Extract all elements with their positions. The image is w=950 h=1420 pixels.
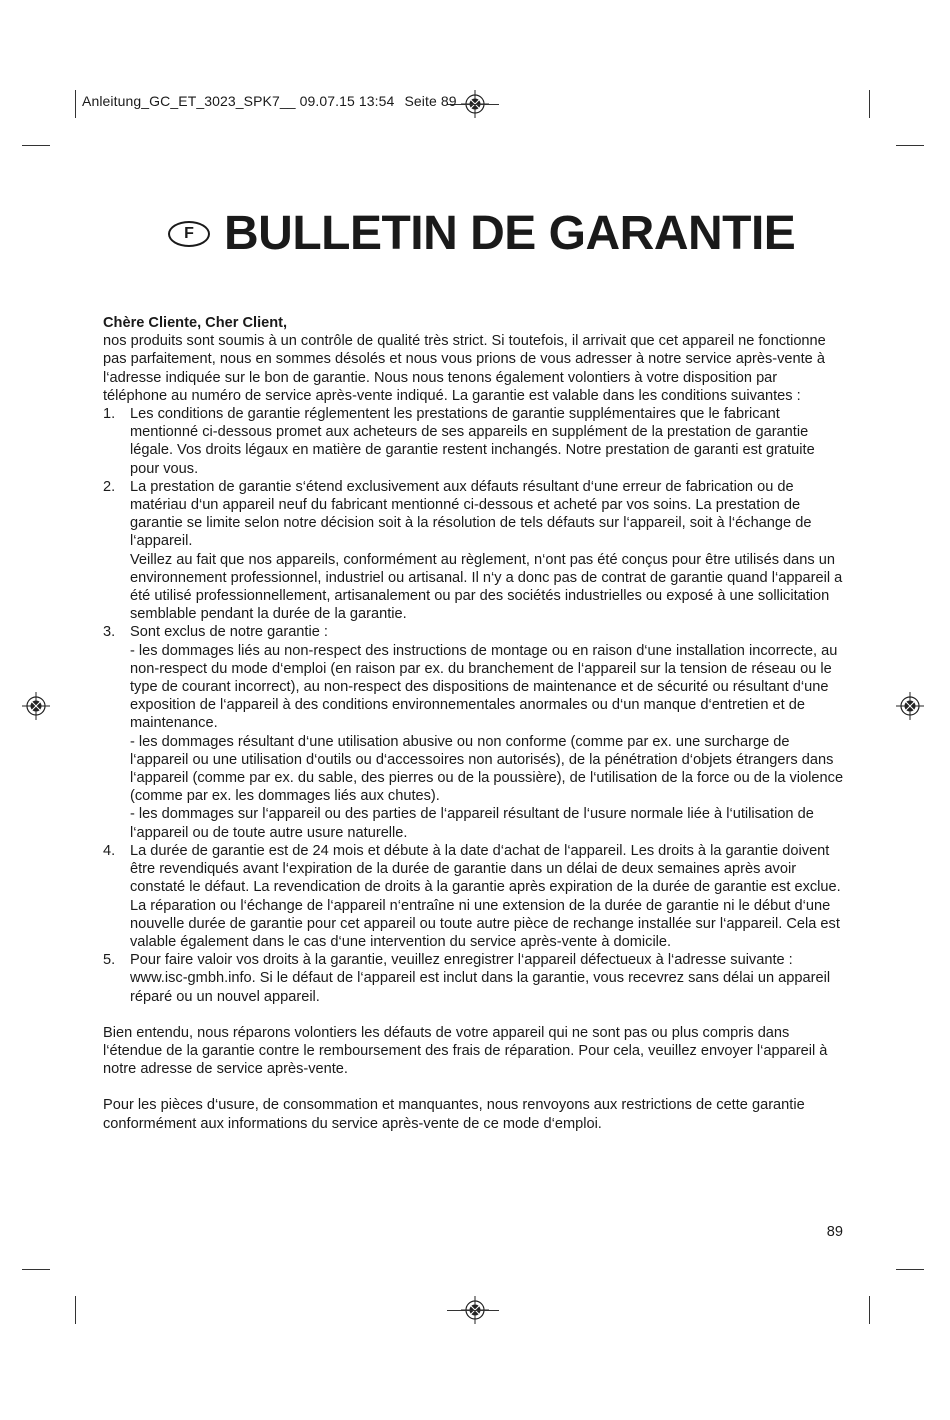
list-item-paragraph: Pour faire valoir vos droits à la garantie, veuillez enregistrer l‘appareil défectueux à l‘adresse suivante : www.isc-gmbh.info. Si le défaut de l‘appareil est inclut dans la garantie, vous recevrez sans délai un appareil réparé ou un nouvel appareil.: [130, 952, 831, 1005]
closing-paragraph-repairs: Bien entendu, nous réparons volontiers les défauts de votre appareil qui ne sont pas ou plus compris dans l‘étendue de la garantie contre le remboursement des frais de réparation. Pour cela, veuillez envoyer l‘appareil à notre adresse de service après-vente.: [103, 1024, 828, 1078]
crop-mark-top-right-horizontal: [896, 145, 924, 146]
list-item: [103, 951, 845, 1006]
list-item: [103, 842, 845, 951]
crop-mark-bottom-right-horizontal: [896, 1269, 924, 1270]
list-item-paragraph: - les dommages liés au non-respect des instructions de montage ou en raison d‘une installation incorrecte, au non-respect du mode d‘emploi (en raison par ex. du branchement de l‘appareil sur la tension de réseau ou le type de courant incorrect), au non-respect des dispositions de maintenance et de sécurité ou résultant d‘une exposition de l‘appareil à des conditions environnementales anormales ou d‘un manque d‘entretien et de maintenance.: [130, 642, 838, 732]
document-body: [103, 314, 845, 1133]
crop-mark-bottom-left-horizontal: [22, 1269, 50, 1270]
crop-mark-top-right-vertical: [869, 90, 870, 118]
list-item-paragraph: La durée de garantie est de 24 mois et débute à la date d‘achat de l‘appareil. Les droits à la garantie doivent être revendiqués avant l‘expiration de la durée de garantie dans un délai de deux semaines après avoir constaté le défaut. La revendication de droits à la garantie après expiration de la durée de garantie est exclue. La réparation ou l‘échange de l‘appareil n‘entraîne ni une extension de la durée de garantie ni le début d‘une nouvelle durée de garantie pour cet appareil ou toute autre pièce de rechange installée sur l‘appareil. Cela est valable également dans le cas d‘une intervention du service après-vente à domicile.: [130, 842, 841, 950]
greeting: Chère Cliente, Cher Client,: [103, 315, 288, 331]
paragraph-spacer: [103, 1006, 845, 1024]
page-number: 89: [826, 1224, 843, 1240]
registration-line: [447, 1310, 499, 1311]
list-item-number: 5.: [103, 952, 116, 969]
crop-mark-bottom-right-vertical: [869, 1296, 870, 1324]
list-item: [103, 478, 845, 624]
crop-mark-top-left-horizontal: [22, 145, 50, 146]
intro-paragraph: nos produits sont soumis à un contrôle de qualité très strict. Si toutefois, il arrivait que cet appareil ne fonctionne pas parfaitement, nous en sommes désolés et nous vous prions de vous adresser à notre service après-vente à l‘adresse indiquée sur le bon de garantie. Nous nous tenons également volontiers à votre disposition par téléphone au numéro de service après-vente indiqué. La garantie est valable dans les conditions suivantes :: [103, 333, 826, 404]
print-slug-page-ref: Seite 89: [404, 93, 457, 109]
list-item: [103, 623, 845, 841]
list-item-number: 3.: [103, 624, 116, 641]
list-item-paragraph: Sont exclus de notre garantie :: [130, 624, 328, 641]
page-title: BULLETIN DE GARANTIE: [224, 207, 796, 260]
list-item-paragraph: La prestation de garantie s‘étend exclusivement aux défauts résultant d‘une erreur de fabrication ou de matériau d‘un appareil neuf du fabricant mentionné ci-dessous et acheté par vos soins. La prestation de garantie se limite selon notre décision soit à la résolution de tels défauts sur l‘appareil, soit à l‘échange de l‘appareil.: [130, 478, 812, 550]
country-badge: F: [168, 221, 210, 247]
closing-paragraph-wear-parts: Pour les pièces d‘usure, de consommation et manquantes, nous renvoyons aux restrictions de cette garantie conformément aux informations du service après-vente de ce mode d‘emploi.: [103, 1097, 805, 1132]
crop-mark-bottom-left-vertical: [75, 1296, 76, 1324]
list-item-paragraph: Les conditions de garantie réglementent les prestations de garantie supplémentaires que le fabricant mentionné ci-dessous promet aux acheteurs de ses appareils en supplément de la prestation de garantie légale. Vos droits légaux en matière de garantie restent inchangés. Notre prestation de garanti est gratuite pour vous.: [130, 406, 815, 477]
print-slug-text: Anleitung_GC_ET_3023_SPK7__ 09.07.15 13:54: [82, 93, 395, 109]
list-item: [103, 405, 845, 478]
conditions-list: [103, 405, 845, 1006]
list-item-paragraph: - les dommages sur l‘appareil ou des parties de l‘appareil résultant de l‘usure normale liée à l‘utilisation de l‘appareil ou de toute autre usure naturelle.: [130, 806, 814, 841]
list-item-number: 1.: [103, 406, 116, 423]
registration-mark-icon: [22, 692, 50, 720]
print-slug: [82, 93, 457, 109]
list-item-paragraph: - les dommages résultant d‘une utilisation abusive ou non conforme (comme par ex. une surcharge de l‘appareil ou une utilisation d‘outils ou d‘accessoires non autorisés), de la pénétration d‘objets étrangers dans l‘appareil (comme par ex. du sable, des pierres ou de la poussière), de l‘utilisation de la force ou de la violence (comme par ex. les dommages liés aux chutes).: [130, 733, 844, 805]
registration-mark-icon: [896, 692, 924, 720]
title-block: [168, 204, 795, 264]
list-item-paragraph: Veillez au fait que nos appareils, conformément au règlement, n‘ont pas été conçus pour être utilisés dans un environnement professionnel, industriel ou artisanal. Il n‘y a donc pas de contrat de garantie quand l‘appareil a été utilisé professionnellement, artisanalement ou par des sociétés industrielles ou exposé à une sollicitation semblable pendant la durée de la garantie.: [130, 551, 843, 623]
paragraph-spacer: [103, 1078, 845, 1096]
list-item-number: 4.: [103, 842, 116, 859]
crop-mark-top-left-vertical: [75, 90, 76, 118]
list-item-number: 2.: [103, 478, 116, 495]
